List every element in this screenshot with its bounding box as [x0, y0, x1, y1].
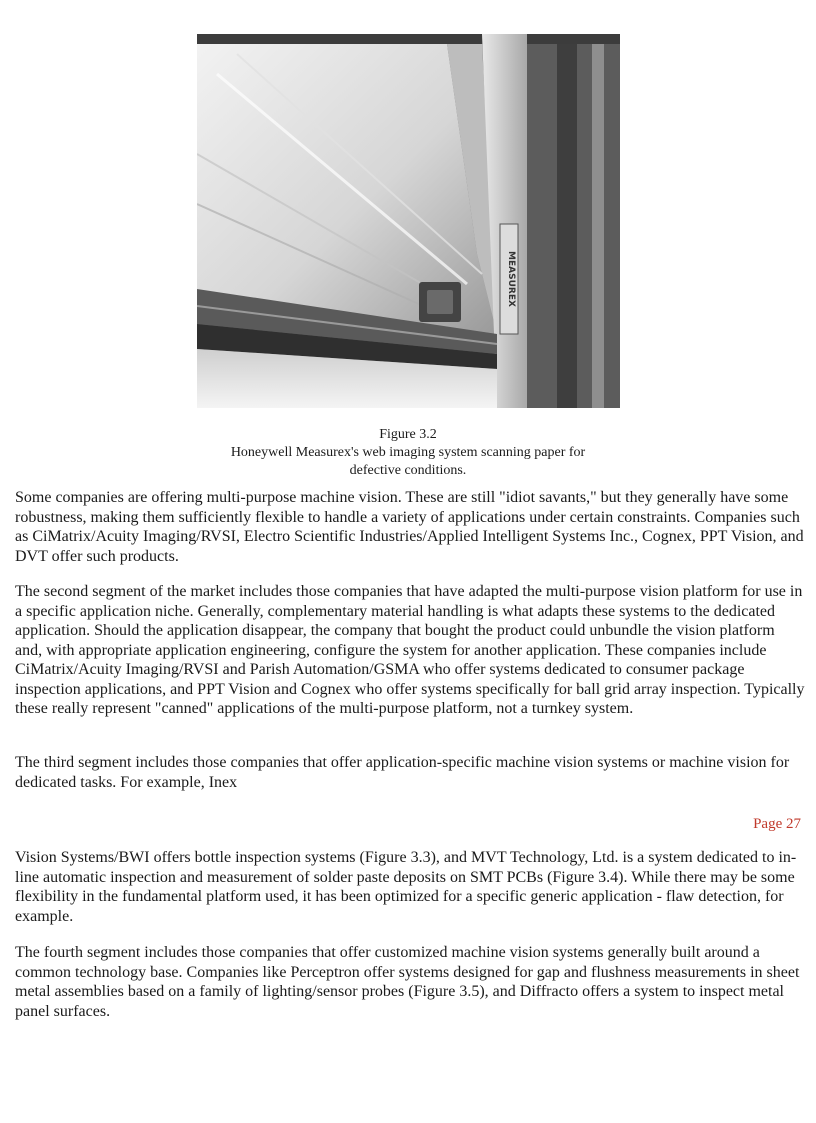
page-number: Page 27: [753, 816, 801, 832]
figure-caption: [0, 426, 816, 480]
figure-3-2-photo: [197, 34, 620, 408]
paragraph-fourth-segment: The fourth segment includes those companies that offer customized machine vision systems generally built around a common technology base. Companies like Perceptron offer systems designed for gap and flushness measurements in sheet metal assemblies based on a family of lighting/sensor probes (Figure 3.5), and Diffracto offers a system to inspect metal panel surfaces.: [15, 944, 800, 1020]
paragraph-second-segment: The second segment of the market includes those companies that have adapted the multi-purpose vision platform for use in a specific application niche. Generally, complementary material handling is what adapts these systems to the dedicated application. Should the application disappear, the company that bought the product could unbundle the vision platform and, with appropriate application engineering, configure the system for another application. These companies include CiMatrix/Acuity Imaging/RVSI and Parish Automation/GSMA who offer systems dedicated to consumer package inspection applications, and PPT Vision and Cognex who offer systems specifically for ball grid array inspection. Typically these really represent "canned" applications of the multi-purpose platform, not a turnkey system.: [15, 583, 805, 717]
figure-caption-line-2: defective conditions.: [349, 463, 467, 478]
paragraph-multi-purpose: Some companies are offering multi-purpose machine vision. These are still "idiot savants," but they generally have some robustness, making them sufficiently flexible to handle a variety of applications under certain constraints. Companies such as CiMatrix/Acuity Imaging/RVSI, Electro Scientific Industries/Applied Intelligent Systems Inc., Cognex, PPT Vision, and DVT offer such products.: [15, 489, 804, 565]
paragraph-third-segment: The third segment includes those companies that offer application-specific machine vision systems or machine vision for dedicated tasks. For example, Inex: [15, 754, 790, 791]
paragraph-vision-systems-bwi: Vision Systems/BWI offers bottle inspection systems (Figure 3.3), and MVT Technology, Ltd. is a system dedicated to in-line automatic inspection and measurement of solder paste deposits on SMT PCBs (Figure 3.4). While there may be some flexibility in the fundamental platform used, it has been optimized for a specific generic application - flaw detection, for example.: [15, 849, 797, 925]
figure-caption-line-1: Honeywell Measurex's web imaging system scanning paper for: [230, 445, 586, 460]
scanner-label: MEASUREX: [506, 251, 516, 307]
figure-number: Figure 3.2: [379, 427, 437, 442]
